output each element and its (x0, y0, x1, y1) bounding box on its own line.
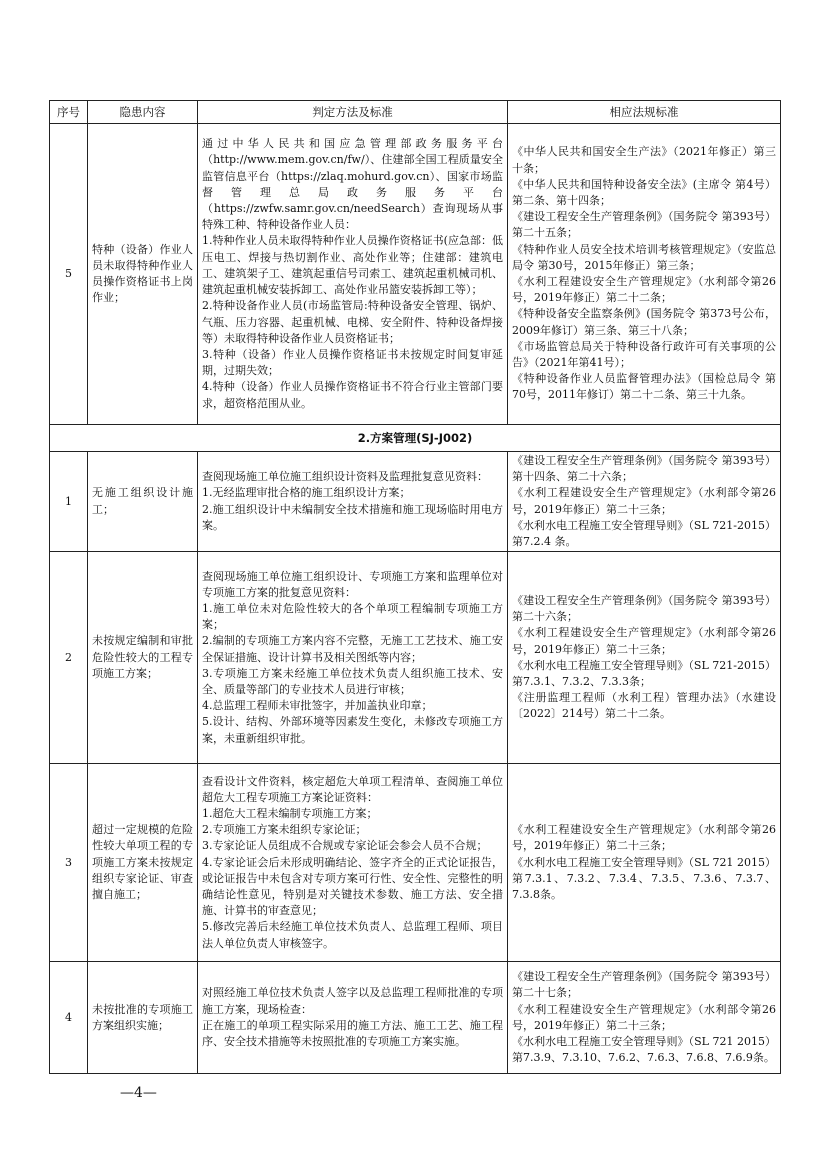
regulation-standard (508, 764, 781, 962)
reg-line: 《水利工程建设安全生产管理规定》（水利部令第26号，2019年修正）第二十三条； (512, 823, 776, 853)
reg-line: 《中华人民共和国安全生产法》（2021年修正）第三十条； (512, 145, 776, 175)
header-method: 判定方法及标准 (198, 101, 508, 124)
method-line: 4.总监理工程师未审批签字，并加盖执业印章； (202, 699, 433, 713)
method-line: 5.修改完善后未经施工单位技术负责人、总监理工程师、项目法人单位负责人审核签字。 (202, 920, 503, 950)
row-number: 2 (50, 552, 88, 764)
table-row (50, 962, 781, 1074)
reg-line: 《水利水电工程施工安全管理导则》（SL 721-2015）第7.2.4 条。 (512, 518, 776, 549)
reg-line: 《市场监管总局关于特种设备行政许可有关事项的公告》（2021年第41号）； (512, 339, 776, 370)
regulation-standard (508, 962, 781, 1074)
method-line: 3.专家论证人员组成不合规或专家论证会参会人员不合规； (202, 839, 488, 853)
regulation-standard (508, 124, 781, 425)
method-line: 3.专项施工方案未经施工单位技术负责人组织施工技术、安全、质量等部门的专业技术人员进行审核； (202, 666, 503, 697)
method-line: 1.特种作业人员未取得特种作业人员操作资格证书(应急部：低压电工、焊接与热切割作业、高处作业等；住建部：建筑电工、建筑架子工、建筑起重信号司索工、建筑起重机械司机、建筑起重机械安装拆卸工、高处作业吊篮安装拆卸工等）； (202, 234, 503, 297)
method-line: 2.专项施工方案未组织专家论证； (202, 823, 367, 837)
method-line: 1.超危大工程未编制专项施工方案； (202, 807, 378, 820)
method-line: 正在施工的单项工程实际采用的施工方法、施工工艺、施工程序、安全技术措施等未按照批准的专项施工方案实施。 (202, 1018, 503, 1048)
hazard-content: 未按规定编制和审批危险性较大的工程专项施工方案； (88, 552, 198, 764)
reg-line: 《特种设备作业人员监督管理办法》（国检总局令 第70号，2011年修订）第二十二条、第三十九条。 (512, 372, 776, 402)
method-line: 查看设计文件资料，核定超危大单项工程清单、查阅施工单位超危大工程专项施工方案论证资料： (202, 774, 503, 804)
method-line: 查阅现场施工单位施工组织设计、专项施工方案和监理单位对专项施工方案的批复意见资料： (202, 569, 503, 599)
header-hazard: 隐患内容 (88, 101, 198, 124)
method-criteria (198, 552, 508, 764)
row-number: 5 (50, 124, 88, 425)
hazard-content: 无施工组织设计施工； (88, 452, 198, 552)
reg-line: 《水利工程建设安全生产管理规定》（水利部令第26号，2019年修正）第二十三条； (512, 626, 776, 656)
hazard-content: 超过一定规模的危险性较大单项工程的专项施工方案未按规定组织专家论证、审查擅自施工； (88, 764, 198, 962)
method-line: 查阅现场施工单位施工组织设计资料及监理批复意见资料： (202, 470, 488, 484)
table-row (50, 124, 781, 425)
method-line: 5.设计、结构、外部环境等因素发生变化，未修改专项施工方案，未重新组织审批。 (202, 715, 503, 745)
reg-line: 《水利工程建设安全生产管理规定》（水利部令第26号，2019年修正）第二十二条； (512, 275, 776, 305)
reg-line: 《水利工程建设安全生产管理规定》（水利部令第26号，2019年修正）第二十三条； (512, 1002, 776, 1032)
row-number: 3 (50, 764, 88, 962)
reg-line: 《特种作业人员安全技术培训考核管理规定》（安监总局令 第30号，2015年修正）第三条； (512, 242, 776, 272)
regulation-standard (508, 452, 781, 552)
header-regulation: 相应法规标准 (508, 101, 781, 124)
page-number: —4— (120, 1085, 157, 1101)
method-line: 4.专家论证会后未形成明确结论、签字齐全的正式论证报告，或论证报告中未包含对专项方案可行性、安全性、完整性的明确结论性意见，特别是对关键技术参数、施工方法、安全措施、计算书的审查意见； (202, 855, 503, 918)
row-number: 4 (50, 962, 88, 1074)
row-number: 1 (50, 452, 88, 552)
method-line: 2.施工组织设计中未编制安全技术措施和施工现场临时用电方案。 (202, 502, 503, 532)
reg-line: 《水利水电工程施工安全管理导则》（SL 721 2015）第7.3.9、7.3.10、7.6.2、7.6.3、7.6.8、7.6.9条。 (512, 1034, 776, 1065)
method-line: 1.施工单位未对危险性较大的各个单项工程编制专项施工方案； (202, 602, 503, 632)
method-criteria (198, 452, 508, 552)
header-no: 序号 (50, 101, 88, 124)
reg-line: 《特种设备安全监察条例》(国务院令 第373号公布，2009年修订）第三条、第三十八条； (512, 307, 776, 337)
table-row (50, 764, 781, 962)
reg-line: 《建设工程安全生产管理条例》（国务院令 第393号）第二十六条； (512, 593, 776, 624)
table-header-row (50, 101, 781, 124)
reg-line: 《水利水电工程施工安全管理导则》（SL 721 2015）第7.3.1、7.3.2、7.3.4、7.3.5、7.3.6、7.3.7、7.3.8条。 (512, 855, 776, 902)
reg-line: 《中华人民共和国特种设备安全法》(主席令 第4号）第二条、第十四条； (512, 177, 776, 207)
method-line: 4.特种（设备）作业人员操作资格证书不符合行业主管部门要求，超资格范围从业。 (202, 380, 503, 410)
method-line: 3.特种（设备）作业人员操作资格证书未按规定时间复审延期，过期失效； (202, 347, 503, 378)
reg-line: 《注册监理工程师（水利工程）管理办法》（水建设〔2022〕214号）第二十二条。 (512, 691, 776, 721)
section-title: 2.方案管理(SJ-J002) (50, 425, 781, 452)
reg-line: 《建设工程安全生产管理条例》（国务院令 第393号）第二十七条； (512, 970, 776, 1000)
method-criteria (198, 764, 508, 962)
table-row (50, 452, 781, 552)
hazard-content: 特种（设备）作业人员未取得特种作业人员操作资格证书上岗作业； (88, 124, 198, 425)
reg-line: 《建设工程安全生产管理条例》（国务院令 第393号）第二十五条； (512, 210, 776, 240)
method-line: 2.特种设备作业人员(市场监管局:特种设备安全管理、锅炉、气瓶、压力容器、起重机械、电梯、安全附件、特种设备焊接等）未取得特种设备作业人员资格证书； (202, 299, 503, 345)
reg-line: 《建设工程安全生产管理条例》（国务院令 第393号）第十四条、第二十六条； (512, 454, 776, 484)
hazard-table (49, 100, 781, 1074)
method-line: 1.无经监理审批合格的施工组织设计方案； (202, 486, 411, 500)
reg-line: 《水利水电工程施工安全管理导则》（SL 721-2015）第7.3.1、7.3.2、7.3.3条； (512, 658, 776, 688)
section-row (50, 425, 781, 452)
method-line: 通过中华人民共和国应急管理部政务服务平台（http://www.mem.gov.cn/fw/）、住建部全国工程质量安全监管信息平台（https://zlaq.mohurd.gov.cn）、国家市场监督管理总局政务服务平台（https://zwfw.samr.gov.cn/needSearch）查询现场从事特殊工种、特种设备作业人员： (202, 137, 503, 232)
method-line: 2.编制的专项施工方案内容不完整，无施工工艺技术、施工安全保证措施、设计计算书及相关图纸等内容； (202, 634, 503, 664)
hazard-content: 未按批准的专项施工方案组织实施； (88, 962, 198, 1074)
regulation-standard (508, 552, 781, 764)
method-line: 对照经施工单位技术负责人签字以及总监理工程师批准的专项施工方案，现场检查： (202, 986, 503, 1016)
method-criteria (198, 124, 508, 425)
method-criteria (198, 962, 508, 1074)
table-row (50, 552, 781, 764)
reg-line: 《水利工程建设安全生产管理规定》（水利部令第26号，2019年修正）第二十三条； (512, 486, 776, 516)
